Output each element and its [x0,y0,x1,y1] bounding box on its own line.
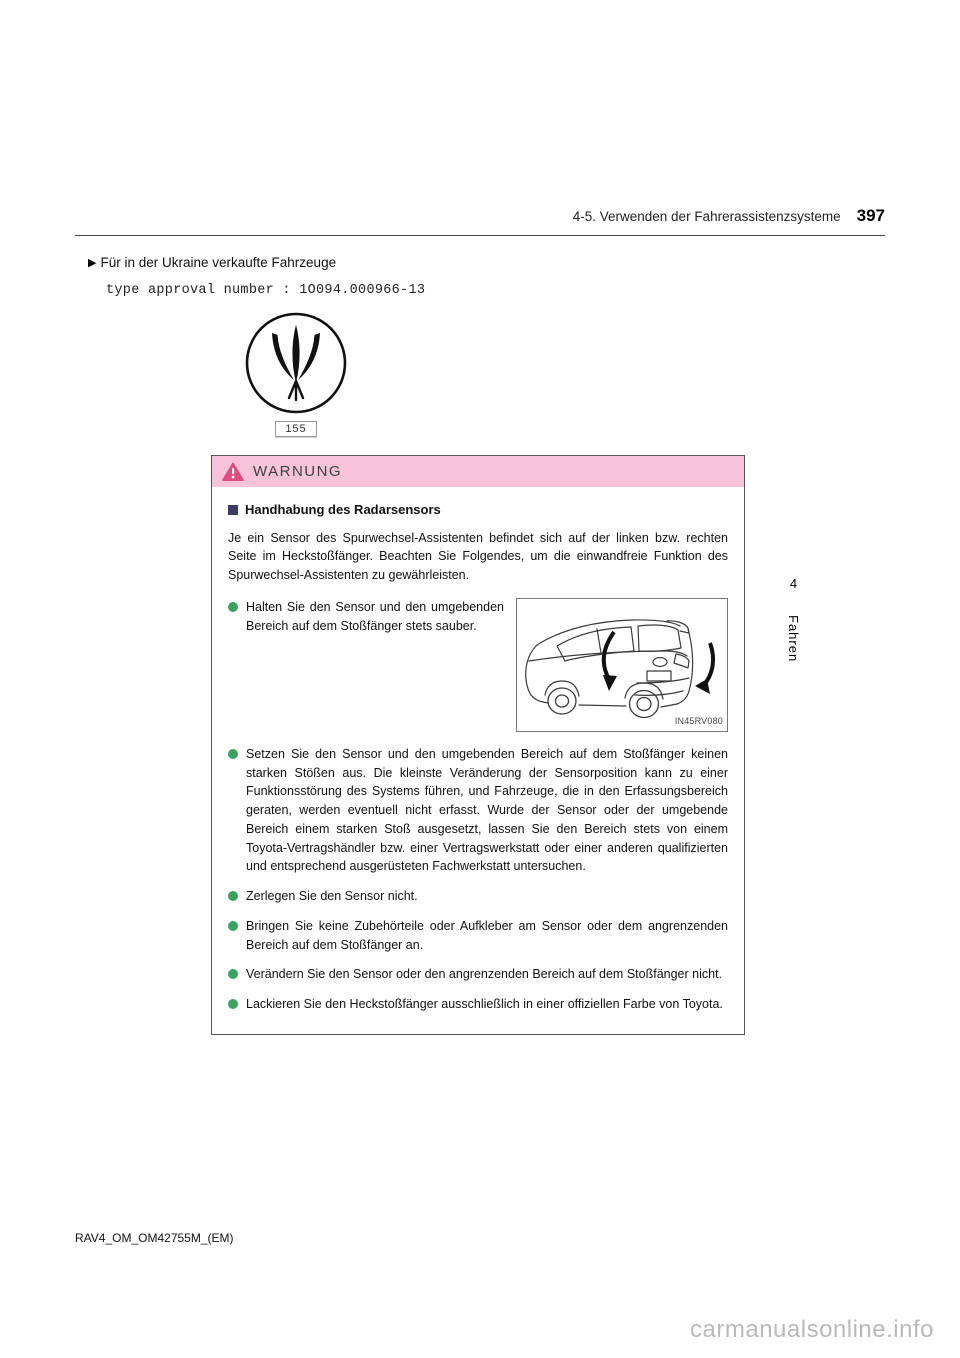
bullet-row-with-figure [228,598,728,732]
chapter-label: Fahren [786,615,801,663]
bullet-text: Verändern Sie den Sensor oder den angrenzenden Bereich auf dem Stoßfänger nicht. [246,967,723,982]
ukraine-vehicles-heading-label: Für in der Ukraine verkaufte Fahrzeuge [100,255,337,270]
warning-section-title: Handhabung des Radarsensors [245,502,441,517]
bullet-item [228,745,728,876]
car-figure-box [516,598,728,732]
approval-mark-number-badge: 155 [275,421,316,437]
document-code: RAV4_OM_OM42755M_(EM) [75,1231,234,1245]
bullet-item [228,917,728,955]
warning-triangle-icon [222,462,244,482]
watermark: carmanualsonline.info [690,1316,934,1343]
bullet-dot-icon [228,969,238,979]
page-header [75,206,885,236]
bullet-item [228,887,728,906]
bullet-dot-icon [228,999,238,1009]
warning-intro-paragraph: Je ein Sensor des Spurwechsel-Assistenten befindet sich auf der linken bzw. rechten Seite im Heckstoßfänger. Beachten Sie Folgendes, um die einwandfreie Funktion des Spurwechsel-Assistenten zu gewährleisten. [228,530,728,582]
warning-body [212,487,744,1034]
bullet-item [228,965,728,984]
bullet-dot-icon [228,891,238,901]
bullet-item-keep-clean [228,598,504,732]
bullet-dot-icon [228,749,238,759]
arrow-bullet-icon: ▶ [88,257,97,269]
bullet-dot-icon [228,602,238,612]
warning-box [211,455,745,1035]
bullet-text: Halten Sie den Sensor und den umgebenden Bereich auf dem Stoßfänger stets sauber. [246,599,504,633]
bullet-item [228,995,728,1014]
bullet-text: Bringen Sie keine Zubehörteile oder Aufkleber am Sensor oder dem angrenzenden Bereich auf dem Stoßfänger an. [246,918,728,952]
ukraine-approval-mark [242,310,350,437]
car-rear-view-illustration-icon [517,599,727,731]
bullet-text: Setzen Sie den Sensor und den umgebenden Bereich auf dem Stoßfänger keinen starken Stößen aus. Die kleinste Veränderung der Sensorposition kann zu einer Funktionsstörung des Systems führen, und Fahrzeuge, die in den Erfassungsbereich geraten, werden eventuell nicht erfasst. Wurde der Sensor oder der umgebende Bereich einem starken Stoß ausgesetzt, lassen Sie den Bereich stets von einem Toyota-Vertragshändler bzw. einer Vertragswerkstatt oder einer anderen qualifizierten und entsprechend ausgerüsteten Fachwerkstatt untersuchen. [246,746,728,874]
ukraine-vehicles-heading [88,255,336,270]
type-approval-number: type approval number : 1O094.000966-13 [106,283,426,298]
warning-header-band [212,456,744,487]
warning-section-title-row [228,500,728,520]
section-title: 4-5. Verwenden der Fahrerassistenzsysteme [572,209,841,224]
bullet-text: Zerlegen Sie den Sensor nicht. [246,889,418,903]
figure-caption: IN45RV080 [674,716,723,727]
trident-approval-mark-icon [243,310,349,416]
bullet-dot-icon [228,921,238,931]
page-number: 397 [856,206,885,225]
chapter-tab [786,576,801,667]
bullet-text: Lackieren Sie den Heckstoßfänger ausschließlich in einer offiziellen Farbe von Toyota. [246,997,723,1011]
chapter-number: 4 [789,576,798,591]
warning-header-label: WARNUNG [253,463,343,480]
square-bullet-icon [228,505,238,515]
